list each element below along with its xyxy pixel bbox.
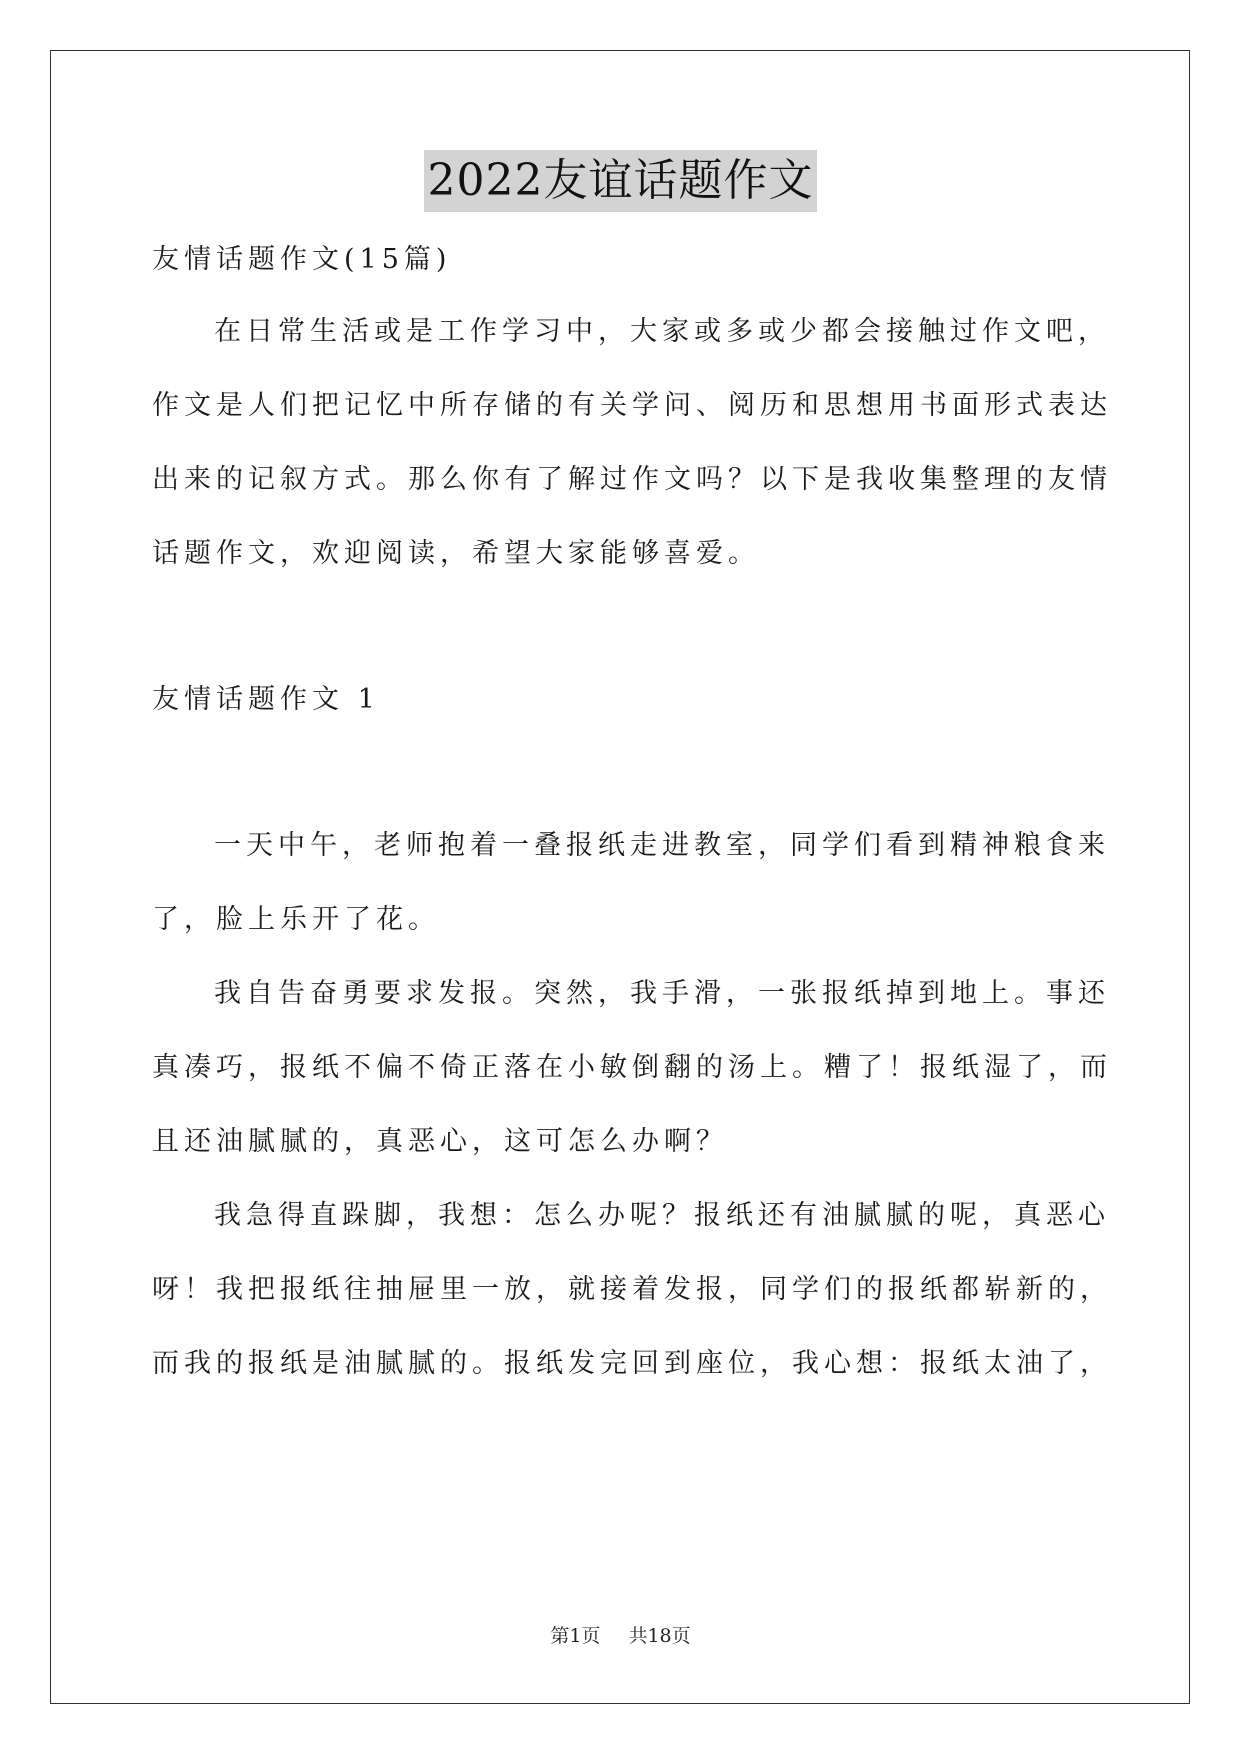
section-heading: 友情话题作文 1: [152, 684, 380, 715]
page-border: [50, 50, 1190, 1704]
body-line: 而我的报纸是油腻腻的。报纸发完回到座位，我心想：报纸太油了，: [152, 1348, 1112, 1379]
page-number: 第1页: [550, 1625, 601, 1647]
body-line: 呀！我把报纸往抽屉里一放，就接着发报，同学们的报纸都崭新的，: [152, 1274, 1112, 1305]
body-line: 且还油腻腻的，真恶心，这可怎么办啊？: [152, 1126, 728, 1157]
body-line: 了，脸上乐开了花。: [152, 904, 440, 935]
document-subtitle: 友情话题作文(15篇): [152, 244, 452, 275]
intro-line: 在日常生活或是工作学习中，大家或多或少都会接触过作文吧，: [214, 316, 1110, 347]
intro-line: 话题作文，欢迎阅读，希望大家能够喜爱。: [152, 538, 760, 569]
intro-line: 出来的记叙方式。那么你有了解过作文吗？以下是我收集整理的友情: [152, 464, 1112, 495]
body-line: 我急得直跺脚，我想：怎么办呢？报纸还有油腻腻的呢，真恶心: [214, 1200, 1110, 1231]
page-total: 共18页: [628, 1625, 691, 1647]
page-footer: [0, 1622, 1241, 1650]
title-wrapper: [0, 150, 1241, 212]
intro-line: 作文是人们把记忆中所存储的有关学问、阅历和思想用书面形式表达: [152, 390, 1112, 421]
body-line: 真凑巧，报纸不偏不倚正落在小敏倒翻的汤上。糟了！报纸湿了，而: [152, 1052, 1112, 1083]
body-line: 一天中午，老师抱着一叠报纸走进教室，同学们看到精神粮食来: [214, 830, 1110, 861]
document-title: 2022友谊话题作文: [424, 150, 818, 212]
body-line: 我自告奋勇要求发报。突然，我手滑，一张报纸掉到地上。事还: [214, 978, 1110, 1009]
